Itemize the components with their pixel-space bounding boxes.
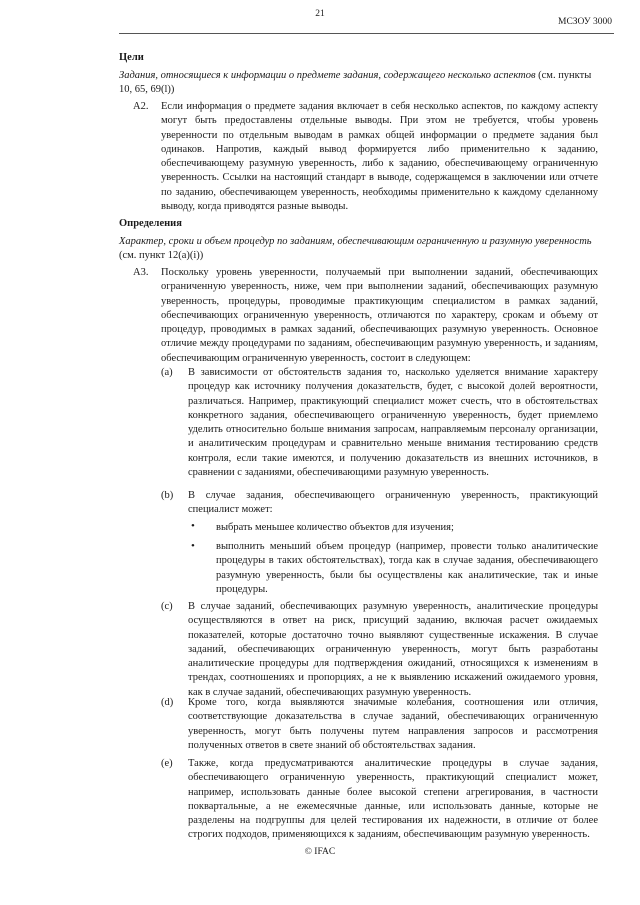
section-heading-goals: Цели <box>119 52 144 63</box>
item-label-b: (b) <box>161 490 174 501</box>
document-code: МСЗОУ 3000 <box>558 17 612 27</box>
item-label-c: (c) <box>161 601 173 612</box>
bullet-marker: • <box>191 540 195 552</box>
paragraph-number-a3: A3. <box>133 267 149 278</box>
section-subtitle-definitions <box>119 235 599 263</box>
item-d: Кроме того, когда выявляются значимые колебания, соотношения или отличия, соответствующие доказательства в случае заданий, обеспечивающих ограниченную уверенность, могут быть получены путем направления запросов и рассмотрения полученных ответов в свете знаний об обстоятельствах задания. <box>188 697 598 751</box>
section-heading-definitions: Определения <box>119 218 182 229</box>
subtitle-rest: (см. пункты 10, 65, 69(l)) <box>119 70 592 95</box>
paragraph-a2: Если информация о предмете задания включает в себя несколько аспектов, по каждому аспекту могут быть предоставлены отдельные выводы. При этом не требуется, чтобы уровень уверенности по отдельным выводам в рамках общей информации о предмете задания был одинаков. Напротив, каждый вывод формируется либо применительно к заданию, обеспечивающему разумную уверенность, либо к заданию, обеспечивающему ограниченную уверенность. Ссылки на настоящий стандарт в выводе, содержащемся в заключении или отчете по заданию, обеспечивающем уверенность, необходимы применительно к каждому сделанному выводу, когда приводятся разные выводы. <box>161 101 598 213</box>
footer-copyright: © IFAC <box>304 847 336 857</box>
paragraph-number-a2: A2. <box>133 101 149 112</box>
subtitle-italic: Характер, сроки и объем процедур по заданиям, обеспечивающим ограниченную и разумную уверенность <box>119 236 592 247</box>
item-b: В случае задания, обеспечивающего ограниченную уверенность, практикующий специалист может: <box>188 490 598 516</box>
item-c: В случае заданий, обеспечивающих разумную уверенность, аналитические процедуры осуществляются в ответ на риск, присущий заданию, включая расчет ожидаемых показателей, которые достаточно точно выявляют существенные искажения. В случае заданий, обеспечивающих ограниченную уверенность, могут быть разработаны аналитические процедуры для подтверждения ожиданий, относящихся к изменениям в трендах, соотношениях и пропорциях, а не к выявлению искажений ожидаемого уровня, как в случае заданий, обеспечивающих разумную уверенность. <box>188 601 598 698</box>
item-label-e: (e) <box>161 758 173 769</box>
item-a: В зависимости от обстоятельств задания то, насколько уделяется внимание характеру процедур как источнику получения доказательств, будет, с высокой долей вероятности, различаться. Например, практикующий специалист может счесть, что в обстоятельствах конкретного задания, обеспечивающего ограниченную уверенность, будет приемлемо уделить относительно больше внимания запросам, направляемым персоналу организации, и аналитическим процедурам и сравнительно меньше внимания тестированию средств контроля, если такие имеются, и получению доказательств из внешних источников, в сравнении с заданиями, обеспечивающими разумную уверенность. <box>188 367 598 479</box>
bullet-item: выполнить меньший объем процедур (например, провести только аналитические процедуры в таких обстоятельствах), тогда как в случае задания, обеспечивающего разумную уверенность, были бы осуществлены как аналитические, так и иные процедуры. <box>216 541 598 595</box>
page-number: 21 <box>315 9 325 19</box>
item-e: Также, когда предусматриваются аналитические процедуры в случае задания, обеспечивающего ограниченную уверенность, практикующий специалист может, например, использовать данные более высокой степени агрегирования, в частности поквартальные, а не ежемесячные данные, или использовать данные, которые не разделены на подгруппы для целей тестирования их надежности, в отличие от более строгих подходов, применяющихся к заданиям, обеспечивающим разумную уверенность. <box>188 758 598 841</box>
item-label-a: (a) <box>161 367 173 378</box>
bullet-marker: • <box>191 520 195 532</box>
header-rule <box>119 33 614 34</box>
subtitle-rest: (см. пункт 12(a)(i)) <box>119 250 204 261</box>
subtitle-italic: Задания, относящиеся к информации о предмете задания, содержащего несколько аспектов <box>119 70 536 81</box>
paragraph-a3: Поскольку уровень уверенности, получаемый при выполнении заданий, обеспечивающих ограниченную уверенность, ниже, чем при выполнении заданий, обеспечивающих разумную уверенность, процедуры, проводимые практикующим специалистом в рамках заданий, обеспечивающих ограниченную уверенность, отличаются по характеру, срокам и объему от процедур, проводимых в рамках заданий, обеспечивающих разумную уверенность. Основное отличие между процедурами по заданиям, обеспечивающим разумную уверенность, и заданиям, обеспечивающим ограниченную уверенность, состоит в следующем: <box>161 267 598 364</box>
section-subtitle-goals <box>119 69 599 97</box>
bullet-item: выбрать меньшее количество объектов для изучения; <box>216 522 454 533</box>
item-label-d: (d) <box>161 697 174 708</box>
